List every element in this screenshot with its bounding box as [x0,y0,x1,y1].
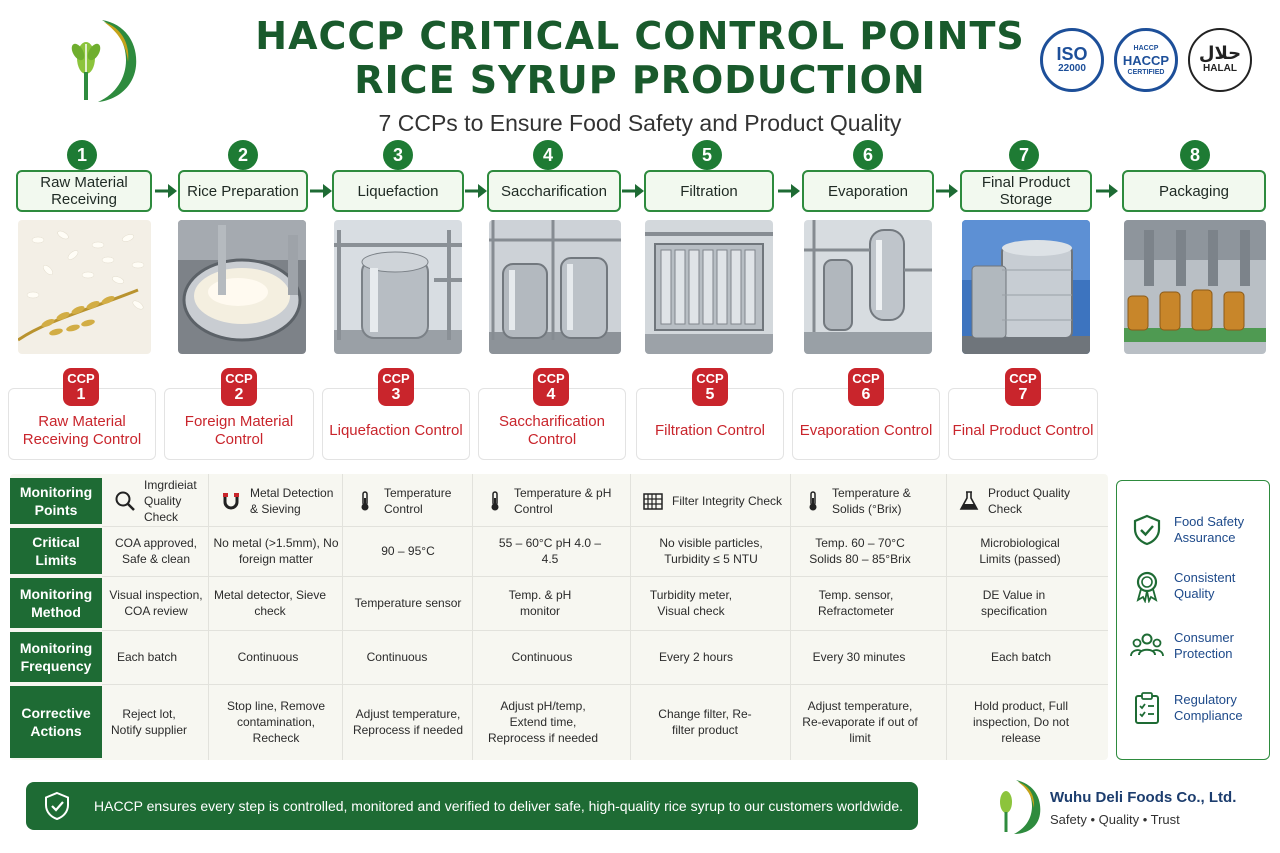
halal-badge-bottom: HALAL [1203,63,1237,74]
monitoring-method-cell: Temperature sensor [354,596,462,610]
ccp-name: Liquefaction Control [329,422,463,439]
step-liquefaction: Liquefaction [332,170,464,212]
table-divider [102,684,1108,685]
ccp-badge-tag: CCP [537,370,565,386]
ccp-name: Saccharification Control [499,413,605,448]
step-number: 3 [383,140,413,170]
ccp-badge [1005,368,1041,406]
magnet-icon [220,490,242,512]
ccp-name: Filtration Control [654,422,766,439]
row-label-corrective-actions: Corrective Actions [10,686,102,758]
benefit-label: Regulatory Compliance [1174,692,1243,723]
haccp-badge-arc: HACCP [1133,44,1159,52]
step-number: 7 [1009,140,1039,170]
page-subtitle: 7 CCPs to Ensure Food Safety and Product Quality [378,110,902,136]
ccp-badge-number: 3 [391,385,401,403]
shield-check-icon [1130,513,1164,547]
magnifier-icon [114,490,136,512]
table-divider [790,474,791,760]
ccp-badge-tag: CCP [382,370,410,386]
critical-limit-cell: Temp. 60 – 70°C Solids 80 – 85°Brix [809,536,911,566]
step-rice-preparation: Rice Preparation [178,170,308,212]
flask-icon [958,490,980,512]
photo-filtration-press [645,220,773,354]
step-number: 8 [1180,140,1210,170]
arrow-right-icon [309,181,333,201]
page-title-line-1: HACCP CRITICAL CONTROL POINTS [255,14,1025,58]
photo-saccharification-tanks [489,220,621,354]
critical-limit-cell: 55 – 60°C pH 4.0 – 4.5 [498,536,602,566]
step-number: 4 [533,140,563,170]
step-raw-material-receiving: Raw Material Receiving [16,170,152,212]
arrow-right-icon [1095,181,1119,201]
monitoring-method-cell: Temp. & pH monitor [508,588,572,618]
ccp-badge-tag: CCP [696,370,724,386]
monitoring-frequency-cell: Each batch [990,650,1052,664]
corrective-action-cell: Adjust temperature, Re-evaporate if out of limit [802,699,918,745]
thermometer-icon [802,490,824,512]
arrow-right-icon [464,181,488,201]
company-tagline: Safety • Quality • Trust [1050,812,1180,827]
monitoring-frequency-cell: Continuous [511,650,573,664]
row-label-monitoring-frequency: Monitoring Frequency [10,632,102,682]
shield-check-icon [42,791,72,821]
arrow-right-icon [621,181,645,201]
halal-badge-glyph: حلال [1198,43,1242,64]
table-divider [102,526,1108,527]
ccp-name: Final Product Control [952,422,1094,439]
haccp-badge-bottom: CERTIFIED [1127,68,1165,76]
monitoring-point-text: Metal Detection & Sieving [250,486,334,516]
row-label-critical-limits: Critical Limits [10,528,102,574]
benefit-label: Consumer Protection [1174,630,1234,661]
thermometer-icon [484,490,506,512]
arrow-right-icon [777,181,801,201]
corrective-action-cell: Reject lot, Notify supplier [110,707,188,737]
table-divider [342,474,343,760]
ccp-badge [63,368,99,406]
monitoring-point-cell [634,478,788,524]
haccp-badge-top: HACCP [1122,52,1170,68]
ccp-badge-tag: CCP [67,370,95,386]
arrow-right-icon [935,181,959,201]
clipboard-check-icon [1130,691,1164,725]
monitoring-point-text: Temperature Control [384,486,452,516]
monitoring-point-text: Temperature & Solids (°Brix) [832,486,911,516]
corrective-action-cell: Adjust pH/temp, Extend time, Reprocess if needed [487,699,599,745]
benefit-consumer-protection [1130,626,1270,666]
step-number: 6 [853,140,883,170]
ccp-badge [692,368,728,406]
photo-evaporator [804,220,932,354]
company-name: Wuhu Deli Foods Co., Ltd. [1050,789,1237,806]
monitoring-method-cell: Temp. sensor, Refractometer [817,588,895,618]
corrective-action-cell: Hold product, Full inspection, Do not release [972,699,1070,745]
critical-limit-cell: Microbiological Limits (passed) [979,536,1061,566]
monitoring-method-cell: Metal detector, Sieve check [213,588,327,618]
haccp-certified-badge [1114,28,1178,92]
halal-badge [1188,28,1252,92]
monitoring-point-text: Filter Integrity Check [672,494,783,508]
ccp-badge [533,368,569,406]
photo-rice-grains [18,220,151,354]
ccp-badge [221,368,257,406]
step-packaging: Packaging [1122,170,1266,212]
table-divider [630,474,631,760]
monitoring-point-text: Imgrdieiat Quality Check [144,478,197,524]
ccp-badge-number: 6 [861,385,871,403]
monitoring-point-cell [106,478,206,524]
row-label-monitoring-method: Monitoring Method [10,578,102,628]
ccp-badge-number: 1 [76,385,86,403]
arrow-right-icon [154,181,178,201]
monitoring-point-cell [950,478,1106,524]
monitoring-point-text: Product Quality Check [988,486,1071,516]
filter-icon [642,490,664,512]
ccp-badge-tag: CCP [1009,370,1037,386]
monitoring-point-cell [794,478,944,524]
iso-22000-badge [1040,28,1104,92]
step-number: 5 [692,140,722,170]
iso-badge-bottom: 22000 [1058,63,1086,74]
photo-liquefaction-tank [334,220,462,354]
company-leaf-logo-icon [984,776,1044,836]
table-divider [102,576,1108,577]
critical-limit-cell: No visible particles, Turbidity ≤ 5 NTU [659,536,763,566]
footer-message: HACCP ensures every step is controlled, monitored and verified to deliver safe, high-quality rice syrup to our customers worldwide. [94,798,903,814]
ccp-badge-number: 2 [234,385,244,403]
corrective-action-cell: Adjust temperature, Reprocess if needed [352,707,464,737]
monitoring-frequency-cell: Every 30 minutes [812,650,906,664]
award-ribbon-icon [1130,569,1164,603]
step-number: 2 [228,140,258,170]
ccp-badge-number: 5 [705,385,715,403]
photo-storage-silo [962,220,1090,354]
critical-limit-cell: 90 – 95°C [381,544,435,558]
monitoring-frequency-cell: Every 2 hours [658,650,734,664]
monitoring-method-cell: Turbidity meter, Visual check [649,588,733,618]
step-final-product-storage: Final Product Storage [960,170,1092,212]
photo-rice-tank [178,220,306,354]
critical-limit-cell: COA approved, Safe & clean [114,536,198,566]
critical-limit-cell: No metal (>1.5mm), No foreign matter [213,536,339,566]
benefit-consistent-quality [1130,566,1270,606]
benefit-regulatory-compliance [1130,688,1270,728]
ccp-badge-tag: CCP [225,370,253,386]
benefit-label: Consistent Quality [1174,570,1236,601]
ccp-badge [378,368,414,406]
thermometer-icon [354,490,376,512]
ccp-badge-number: 7 [1018,385,1028,403]
monitoring-point-text: Temperature & pH Control [514,486,612,516]
monitoring-frequency-cell: Continuous [366,650,428,664]
ccp-badge-tag: CCP [852,370,880,386]
step-saccharification: Saccharification [487,170,621,212]
monitoring-frequency-cell: Each batch [116,650,178,664]
monitoring-point-cell [346,478,470,524]
corrective-action-cell: Stop line, Remove contamination, Recheck [226,699,326,745]
benefit-food-safety [1130,510,1270,550]
step-evaporation: Evaporation [802,170,934,212]
ccp-badge [848,368,884,406]
benefit-label: Food Safety Assurance [1174,514,1245,545]
photo-packaging-line [1124,220,1266,354]
step-filtration: Filtration [644,170,774,212]
row-label-monitoring-points: Monitoring Points [10,478,102,524]
iso-badge-top: ISO [1056,44,1088,64]
ccp-badge-number: 4 [546,385,556,403]
ccp-name: Foreign Material Control [184,413,294,448]
page-title-line-2: RICE SYRUP PRODUCTION [354,58,926,102]
footer-banner [26,782,918,830]
monitoring-method-cell: DE Value in specification [980,588,1048,618]
monitoring-method-cell: Visual inspection, COA review [109,588,203,618]
table-divider [208,474,209,760]
people-icon [1130,629,1164,663]
corrective-action-cell: Change filter, Re-filter product [658,707,752,737]
table-divider [472,474,473,760]
monitoring-frequency-cell: Continuous [237,650,299,664]
table-divider [102,630,1108,631]
ccp-name: Raw Material Receiving Control [22,413,142,448]
step-number: 1 [67,140,97,170]
monitoring-point-cell [212,478,340,524]
ccp-name: Evaporation Control [799,422,933,439]
table-divider [946,474,947,760]
monitoring-point-cell [476,478,628,524]
